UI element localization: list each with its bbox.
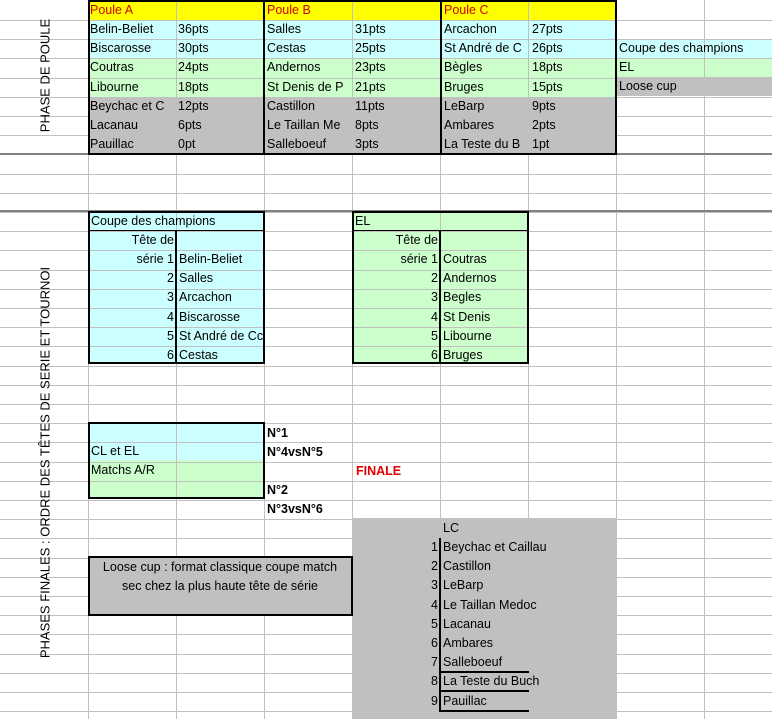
champions-divider: [175, 230, 177, 364]
seed-number: 4: [167, 309, 174, 324]
pool-team-points: 9pts: [532, 98, 556, 113]
match-3vs6: N°3vsN°6: [267, 502, 323, 516]
lc-team: Beychac et Caillau: [443, 540, 547, 554]
champions-seed-team: St André de Cc: [179, 328, 264, 343]
pool-team-points: 23pts: [355, 60, 386, 75]
lc-seed-number: 4: [431, 597, 438, 612]
lc-seed-number: 1: [431, 540, 438, 554]
lc-bracket-line: [439, 634, 441, 654]
pool-team-points: 18pts: [532, 60, 563, 75]
lc-bracket-line: [439, 557, 441, 577]
el-title-sep: [352, 230, 529, 231]
lc-bracket-line: [439, 692, 441, 712]
champions-seed-team: Salles: [179, 271, 214, 286]
lc-seed-number: 9: [431, 693, 438, 708]
lc-team: Ambares: [443, 636, 494, 650]
legend-el: EL: [619, 60, 635, 74]
pool-team-name: Libourne: [90, 79, 139, 94]
seed-number: 2: [167, 271, 174, 286]
pool-team-points: 6pts: [178, 118, 202, 132]
champions-title: Coupe des champions: [91, 214, 216, 228]
el-divider: [439, 230, 441, 364]
pool-team-name: Biscarosse: [90, 41, 152, 56]
pool-team-points: 15pts: [532, 79, 563, 94]
pool-header-0: Poule A: [90, 3, 134, 17]
loose-cup-note-border: [88, 556, 353, 616]
pools-table-border: [88, 0, 617, 155]
format-line2: Matchs A/R: [91, 463, 155, 477]
pool-team-points: 1pt: [532, 137, 550, 152]
seed-number: 6: [431, 348, 438, 362]
legend-el-fill: [617, 58, 772, 77]
pools-divider-bc: [440, 0, 442, 155]
pool-team-name: Lacanau: [90, 118, 138, 132]
lc-bracket-line: [439, 538, 441, 558]
format-line1: CL et EL: [91, 444, 140, 458]
pool-team-points: 30pts: [178, 41, 209, 56]
grid-row-line: [0, 366, 772, 367]
lc-seed-number: 5: [431, 616, 438, 631]
match-n2: N°2: [267, 483, 288, 497]
lc-bracket-line: [439, 653, 441, 673]
seed-number: 5: [167, 328, 174, 343]
pool-team-name: Le Taillan Me: [267, 118, 341, 132]
lc-bracket-line: [439, 576, 441, 596]
pool-team-name: Beychac et C: [90, 98, 165, 113]
lc-team: Salleboeuf: [443, 655, 503, 670]
champions-seed-team: Cestas: [179, 348, 218, 362]
finale-label: FINALE: [356, 464, 402, 478]
pool-team-name: LeBarp: [444, 98, 485, 113]
el-seed-team: Coutras: [443, 252, 487, 266]
lc-seed-number: 3: [431, 578, 438, 593]
lc-team: Le Taillan Medoc: [443, 597, 537, 612]
pool-team-points: 25pts: [355, 41, 386, 56]
pool-team-points: 24pts: [178, 60, 209, 75]
champions-head1: Tête de: [131, 233, 174, 247]
side-label-final-phases: PHASES FINALES : ORDRE DES TÊTES DE SERIE ET TOURNOI: [37, 266, 53, 659]
pool-team-points: 3pts: [355, 137, 379, 152]
champions-title-sep: [88, 230, 265, 231]
seed-number: 6: [167, 348, 174, 362]
pool-team-points: 2pts: [532, 118, 556, 132]
pool-team-points: 12pts: [178, 98, 209, 113]
seed-number: 4: [431, 309, 438, 324]
grid-row-line: [0, 500, 772, 501]
pool-team-name: St Denis de P: [267, 79, 344, 94]
grid-row-line: [0, 711, 772, 712]
grid-col-line: [704, 0, 705, 719]
lc-bracket-underline: [441, 710, 529, 712]
pool-team-points: 0pt: [178, 137, 196, 152]
el-seed-team: St Denis: [443, 309, 491, 324]
lc-bracket-line: [439, 615, 441, 635]
el-seed-team: Libourne: [443, 328, 492, 343]
legend-champions: Coupe des champions: [619, 41, 744, 55]
el-head2: série 1: [400, 252, 438, 266]
pool-team-points: 18pts: [178, 79, 209, 94]
grid-row-line: [0, 404, 772, 405]
pool-team-name: Andernos: [267, 60, 321, 75]
lc-team: LeBarp: [443, 578, 484, 593]
lc-seed-number: 7: [431, 655, 438, 670]
pool-team-name: St André de C: [444, 41, 522, 56]
pool-team-name: Bègles: [444, 60, 483, 75]
champions-head2: série 1: [136, 252, 174, 266]
pool-team-name: Pauillac: [90, 137, 134, 152]
legend-loose-cup: Loose cup: [619, 79, 677, 93]
champions-seed-team: Belin-Beliet: [179, 252, 243, 266]
pool-team-points: 21pts: [355, 79, 386, 94]
lc-seed-number: 8: [431, 674, 438, 689]
pool-team-name: Salleboeuf: [267, 137, 327, 152]
pool-team-name: Cestas: [267, 41, 306, 56]
el-title: EL: [355, 214, 371, 228]
el-seed-team: Andernos: [443, 271, 497, 286]
pool-team-name: Salles: [267, 22, 302, 36]
pool-team-points: 26pts: [532, 41, 563, 56]
pool-team-points: 11pts: [355, 98, 385, 113]
pool-team-name: Castillon: [267, 98, 315, 113]
grid-row-line: [0, 385, 772, 386]
lc-bracket-line: [439, 672, 441, 692]
loose-cup-note: Loose cup : format classique coupe match sec chez la plus haute tête de série: [102, 560, 338, 593]
pool-team-name: Coutras: [90, 60, 134, 75]
champions-seed-team: Biscarosse: [179, 309, 241, 324]
pool-team-points: 8pts: [355, 118, 379, 132]
seed-number: 3: [431, 290, 438, 305]
seed-number: 5: [431, 328, 438, 343]
lc-team: Lacanau: [443, 616, 491, 631]
seed-number: 3: [167, 290, 174, 305]
pool-team-name: Belin-Beliet: [90, 22, 154, 36]
grid-row-line: [0, 193, 772, 194]
el-seed-team: Bruges: [443, 348, 483, 362]
lc-team: Castillon: [443, 559, 491, 574]
lc-team: La Teste du Buch: [443, 674, 540, 689]
lc-seed-number: 6: [431, 636, 438, 650]
pool-team-points: 27pts: [532, 22, 563, 36]
pools-divider-ab: [263, 0, 265, 155]
lc-team: Pauillac: [443, 693, 487, 708]
lc-title: LC: [443, 521, 459, 535]
match-4vs5: N°4vsN°5: [267, 445, 323, 459]
grid-row-line: [0, 519, 772, 520]
pool-team-name: Bruges: [444, 79, 484, 94]
el-head1: Tête de: [395, 233, 438, 247]
pool-team-points: 31pts: [355, 22, 386, 36]
pool-team-name: Arcachon: [444, 22, 497, 36]
format-border: [88, 422, 265, 499]
pool-header-1: Poule B: [267, 3, 311, 17]
pool-team-name: La Teste du B: [444, 137, 521, 152]
grid-row-line: [0, 174, 772, 175]
pool-team-points: 36pts: [178, 22, 209, 36]
match-n1: N°1: [267, 426, 288, 440]
lc-seed-number: 2: [431, 559, 438, 574]
el-seed-team: Begles: [443, 290, 482, 305]
seed-number: 2: [431, 271, 438, 286]
pool-header-2: Poule C: [444, 3, 489, 17]
pool-team-name: Ambares: [444, 118, 495, 132]
champions-seed-team: Arcachon: [179, 290, 232, 305]
lc-bracket-line: [439, 596, 441, 616]
side-label-pool-phase: PHASE DE POULE: [37, 18, 53, 133]
